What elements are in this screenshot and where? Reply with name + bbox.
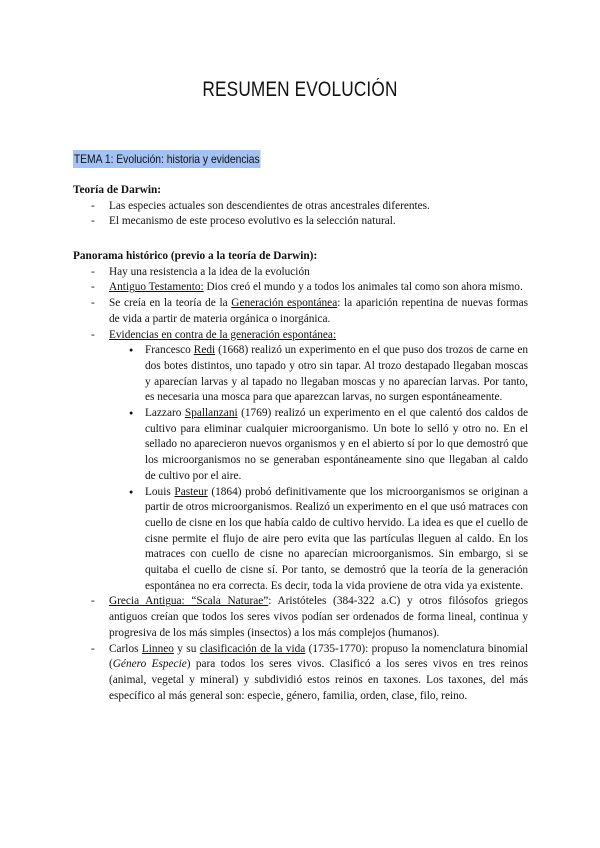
spallanzani-item: ● Lazzaro Spallanzani (1769) realizó un experimento en el que calentó dos caldos de cultivo para eliminar cualquier microorganismo. Un bote lo selló y otro no. En el sellado no aparecieron nuevos organismos y en el abierto sí por lo que demostró que los microorganismos no se generaban espontáneamente sino que llegaban al caldo de cultivo por el aire. [73,406,528,485]
evidencias-label: Evidencias en contra de la generación espontánea: [109,328,337,341]
antiguo-testamento-label: Antiguo Testamento: [109,281,204,294]
list-item: - Se creía en la teoría de la Generación espontánea: la aparición repentina de nuevas formas de vida a partir de materia orgánica o inorgánica. [73,296,528,327]
linneo-name: Linneo [141,642,174,655]
spallanzani-name: Spallanzani [184,407,238,420]
page-title: RESUMEN EVOLUCIÓN [202,78,398,101]
list-item: - Antiguo Testamento: Dios creó el mundo y a todos los animales tal como son ahora mismo. [73,280,528,296]
panorama-heading: Panorama histórico (previo a la teoría de Darwin): [73,250,318,262]
redi-name: Redi [193,344,216,357]
pasteur-item: ● Louis Pasteur (1864) probó definitivamente que los microorganismos se originan a partir de otros microorganismos. Realizó un experimento en el que usó matraces con cuello de cisne en los que había caldo de cultivo hervido. La idea es que el cuello de cisne permite el flujo de aire pero evita que las partículas lleguen al caldo. En los matraces con cuello de cisne no aparecían microorganismos. Sin embargo, si se quitaba el cuello de cisne sí. Por tanto, se demostró que la teoría de la generación espontánea no era correcta. Es decir, toda la vida proviene de otra vida ya existente. [73,485,528,595]
list-item: - El mecanismo de este proceso evolutivo es la selección natural. [73,214,528,230]
evidence-list [73,343,528,594]
generacion-espontanea-label: Generación espontánea [231,297,338,310]
pasteur-name: Pasteur [174,485,208,498]
list-item: - Las especies actuales son descendientes de otras ancestrales diferentes. [73,199,528,215]
genero-especie-text: Género Especie [112,658,187,671]
darwin-heading: Teoría de Darwin: [73,184,162,196]
grecia-label: Grecia Antigua: “Scala Naturae” [109,595,269,608]
clasificacion-label: clasificación de la vida [199,642,306,655]
darwin-section [73,183,528,230]
list-item [73,328,528,344]
redi-item: ● Francesco Redi (1668) realizó un experimento en el que puso dos trozos de carne en dos botes distintos, uno tapado y otro sin tapar. Al trozo destapado llegaban moscas y aparecían larvas y al tapado no llegaban moscas y no aparecían larvas. Por tanto, es necesaria una mosca para que aparezcan larvas, no surgen espontáneamente. [73,343,528,406]
topic-heading: TEMA 1: Evolución: historia y evidencias [73,152,260,166]
list-item: - Grecia Antigua: “Scala Naturae”: Aristóteles (384-322 a.C) y otros filósofos griegos antiguos creían que todos los seres vivos podían ser ordenados de forma lineal, continua y progresiva de los más simples (insectos) a los más complejos (humanos). [73,594,528,641]
panorama-section [73,249,528,704]
list-item: - Carlos Linneo y su clasificación de la vida (1735-1770): propuso la nomenclatura binomial (Género Especie) para todos los seres vivos. Clasificó a los seres vivos en tres reinos (animal, vegetal y mineral) y subdividió estos reinos en taxones. Los taxones, del más específico al más general son: especie, género, familia, orden, clase, filo, reino. [73,642,528,705]
list-item: - Hay una resistencia a la idea de la evolución [73,265,528,281]
